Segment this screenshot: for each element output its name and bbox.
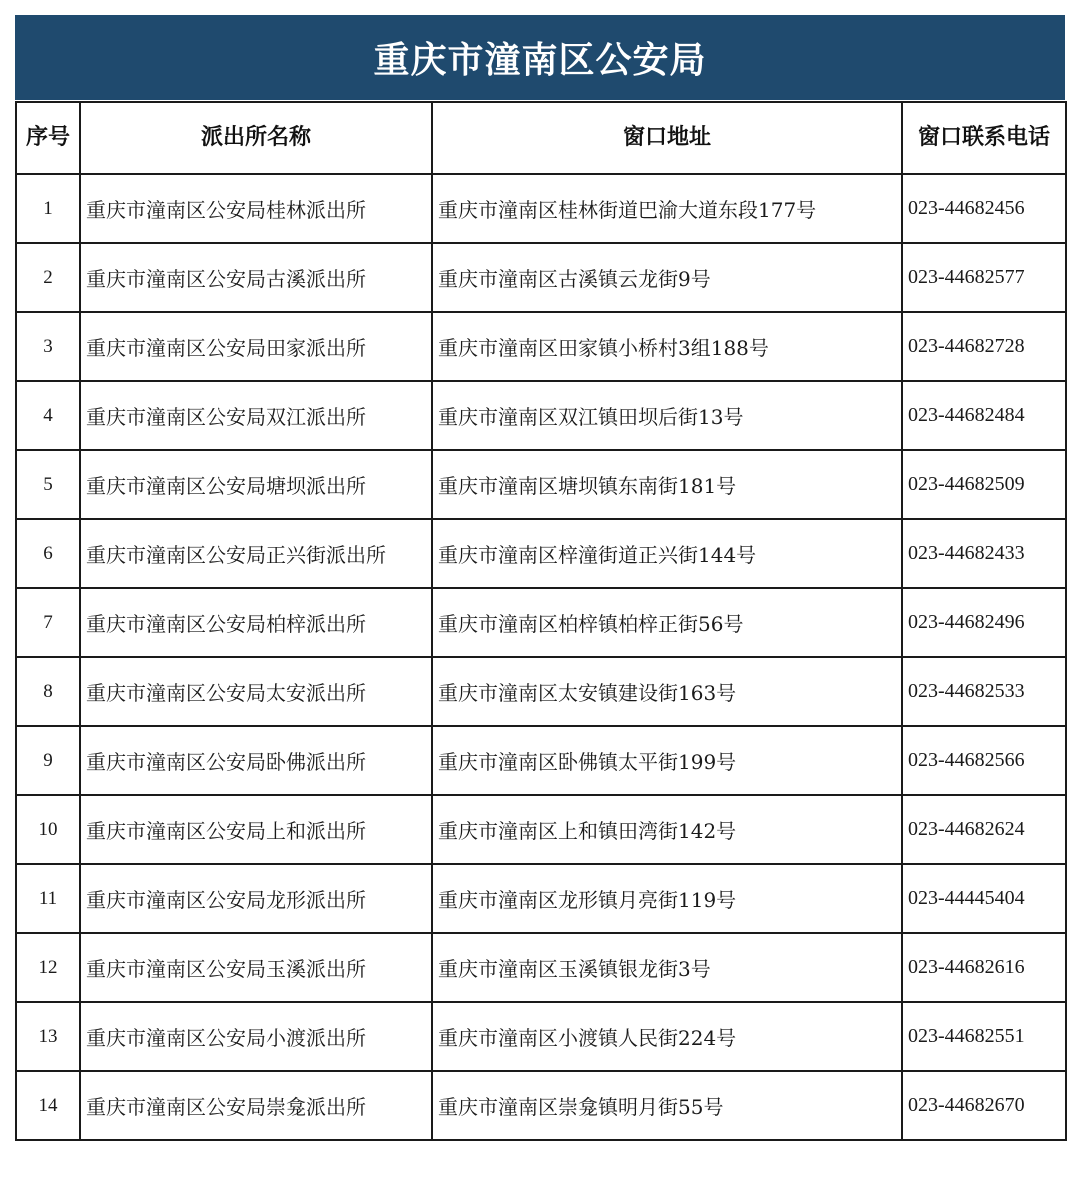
row-index: 7 (16, 588, 80, 657)
station-name: 重庆市潼南区公安局正兴街派出所 (80, 519, 432, 588)
station-phone: 023-44682551 (902, 1002, 1066, 1071)
station-address: 重庆市潼南区玉溪镇银龙街3号 (432, 933, 902, 1002)
station-name: 重庆市潼南区公安局双江派出所 (80, 381, 432, 450)
station-name: 重庆市潼南区公安局柏梓派出所 (80, 588, 432, 657)
station-name: 重庆市潼南区公安局古溪派出所 (80, 243, 432, 312)
station-name: 重庆市潼南区公安局玉溪派出所 (80, 933, 432, 1002)
row-index: 10 (16, 795, 80, 864)
table-row (16, 588, 1066, 657)
table-row (16, 243, 1066, 312)
row-index: 11 (16, 864, 80, 933)
header-address: 窗口地址 (432, 102, 902, 174)
station-address: 重庆市潼南区龙形镇月亮街119号 (432, 864, 902, 933)
header-row (16, 102, 1066, 174)
station-address: 重庆市潼南区梓潼街道正兴街144号 (432, 519, 902, 588)
header-phone: 窗口联系电话 (902, 102, 1066, 174)
table-row (16, 933, 1066, 1002)
row-index: 1 (16, 174, 80, 243)
station-name: 重庆市潼南区公安局太安派出所 (80, 657, 432, 726)
station-phone: 023-44445404 (902, 864, 1066, 933)
station-phone: 023-44682496 (902, 588, 1066, 657)
station-address: 重庆市潼南区太安镇建设街163号 (432, 657, 902, 726)
row-index: 4 (16, 381, 80, 450)
station-name: 重庆市潼南区公安局龙形派出所 (80, 864, 432, 933)
station-address: 重庆市潼南区小渡镇人民街224号 (432, 1002, 902, 1071)
station-name: 重庆市潼南区公安局田家派出所 (80, 312, 432, 381)
page-title: 重庆市潼南区公安局 (15, 15, 1065, 100)
row-index: 3 (16, 312, 80, 381)
station-phone: 023-44682577 (902, 243, 1066, 312)
row-index: 9 (16, 726, 80, 795)
station-address: 重庆市潼南区桂林街道巴渝大道东段177号 (432, 174, 902, 243)
station-name: 重庆市潼南区公安局塘坝派出所 (80, 450, 432, 519)
station-name: 重庆市潼南区公安局卧佛派出所 (80, 726, 432, 795)
station-phone: 023-44682484 (902, 381, 1066, 450)
table-row (16, 1071, 1066, 1140)
station-name: 重庆市潼南区公安局上和派出所 (80, 795, 432, 864)
row-index: 8 (16, 657, 80, 726)
page (15, 15, 1065, 1141)
station-phone: 023-44682670 (902, 1071, 1066, 1140)
station-address: 重庆市潼南区上和镇田湾街142号 (432, 795, 902, 864)
station-name: 重庆市潼南区公安局桂林派出所 (80, 174, 432, 243)
table-body (16, 174, 1066, 1140)
table-row (16, 657, 1066, 726)
station-phone: 023-44682728 (902, 312, 1066, 381)
station-name: 重庆市潼南区公安局崇龛派出所 (80, 1071, 432, 1140)
row-index: 6 (16, 519, 80, 588)
table-row (16, 174, 1066, 243)
station-address: 重庆市潼南区塘坝镇东南街181号 (432, 450, 902, 519)
police-station-table (15, 101, 1067, 1141)
station-address: 重庆市潼南区古溪镇云龙街9号 (432, 243, 902, 312)
station-phone: 023-44682533 (902, 657, 1066, 726)
table-row (16, 1002, 1066, 1071)
row-index: 12 (16, 933, 80, 1002)
table-row (16, 381, 1066, 450)
station-name: 重庆市潼南区公安局小渡派出所 (80, 1002, 432, 1071)
station-phone: 023-44682616 (902, 933, 1066, 1002)
station-phone: 023-44682566 (902, 726, 1066, 795)
table-header (16, 102, 1066, 174)
station-phone: 023-44682456 (902, 174, 1066, 243)
table-row (16, 450, 1066, 519)
header-station-name: 派出所名称 (80, 102, 432, 174)
table-row (16, 795, 1066, 864)
station-address: 重庆市潼南区崇龛镇明月街55号 (432, 1071, 902, 1140)
station-address: 重庆市潼南区田家镇小桥村3组188号 (432, 312, 902, 381)
row-index: 13 (16, 1002, 80, 1071)
row-index: 5 (16, 450, 80, 519)
row-index: 14 (16, 1071, 80, 1140)
table-row (16, 726, 1066, 795)
table-row (16, 864, 1066, 933)
station-address: 重庆市潼南区柏梓镇柏梓正街56号 (432, 588, 902, 657)
station-phone: 023-44682433 (902, 519, 1066, 588)
table-row (16, 519, 1066, 588)
header-index: 序号 (16, 102, 80, 174)
station-phone: 023-44682509 (902, 450, 1066, 519)
table-row (16, 312, 1066, 381)
station-phone: 023-44682624 (902, 795, 1066, 864)
row-index: 2 (16, 243, 80, 312)
station-address: 重庆市潼南区双江镇田坝后街13号 (432, 381, 902, 450)
station-address: 重庆市潼南区卧佛镇太平街199号 (432, 726, 902, 795)
